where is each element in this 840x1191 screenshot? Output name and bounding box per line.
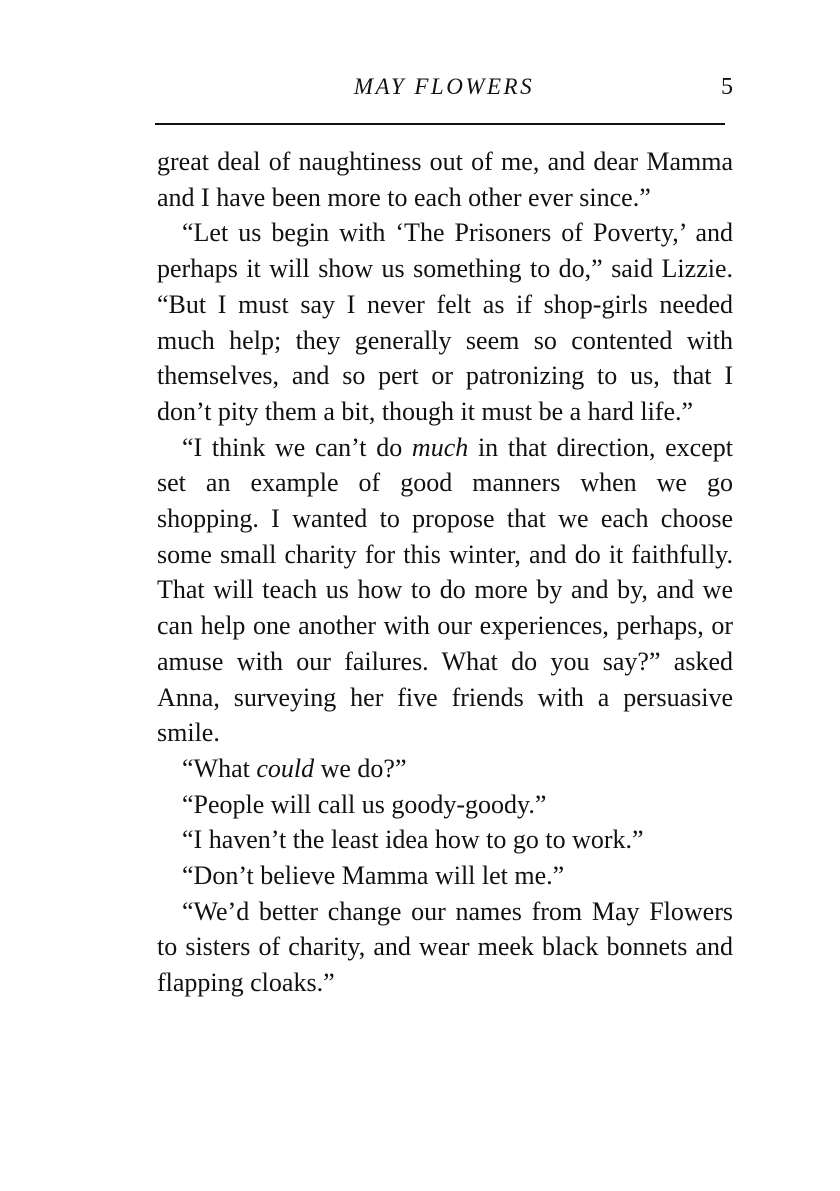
page-number: 5 [721, 74, 733, 100]
paragraph-5: “People will call us goody-goody.” [182, 789, 547, 819]
paragraph-3-end: in that direction, except set an example of good manners when we go shopping. I wanted to propose that we each choose some small charity for this winter, and do it faithfully. That will teach us how to do more by and by, and we can help one another with our experiences, perhaps, or amuse with our failures. What do you say?” asked Anna, surveying her five friends with a persuasive smile. [157, 432, 733, 748]
paragraph-4-emphasis: could [256, 753, 315, 783]
page-header [155, 70, 733, 110]
paragraph-4-start: “What [182, 753, 257, 783]
paragraph-4 [157, 751, 733, 787]
paragraph-8: “We’d better change our names from May Flowers to sisters of charity, and wear meek black bonnets and flapping cloaks.” [157, 896, 733, 998]
body-text [157, 144, 733, 1001]
paragraph-6: “I haven’t the least idea how to go to work.” [182, 825, 644, 855]
paragraph-3 [157, 430, 733, 751]
paragraph-3-start: “I think we can’t do [182, 432, 412, 462]
running-title: MAY FLOWERS [353, 74, 535, 99]
paragraph-7: “Don’t believe Mamma will let me.” [182, 861, 565, 891]
paragraph-2: “Let us begin with ‘The Prisoners of Poverty,’ and perhaps it will show us something to do,” said Lizzie. “But I must say I never felt as if shop-girls needed much help; they generally seem so contented with themselves, and so pert or patronizing to us, that I don’t pity them a bit, though it must be a hard life.” [157, 218, 733, 426]
paragraph-3-emphasis: much [411, 432, 469, 462]
paragraph-1: great deal of naughtiness out of me, and dear Mamma and I have been more to each other ever since.” [157, 147, 733, 212]
header-rule [155, 123, 725, 125]
paragraph-4-end: we do?” [314, 753, 407, 783]
